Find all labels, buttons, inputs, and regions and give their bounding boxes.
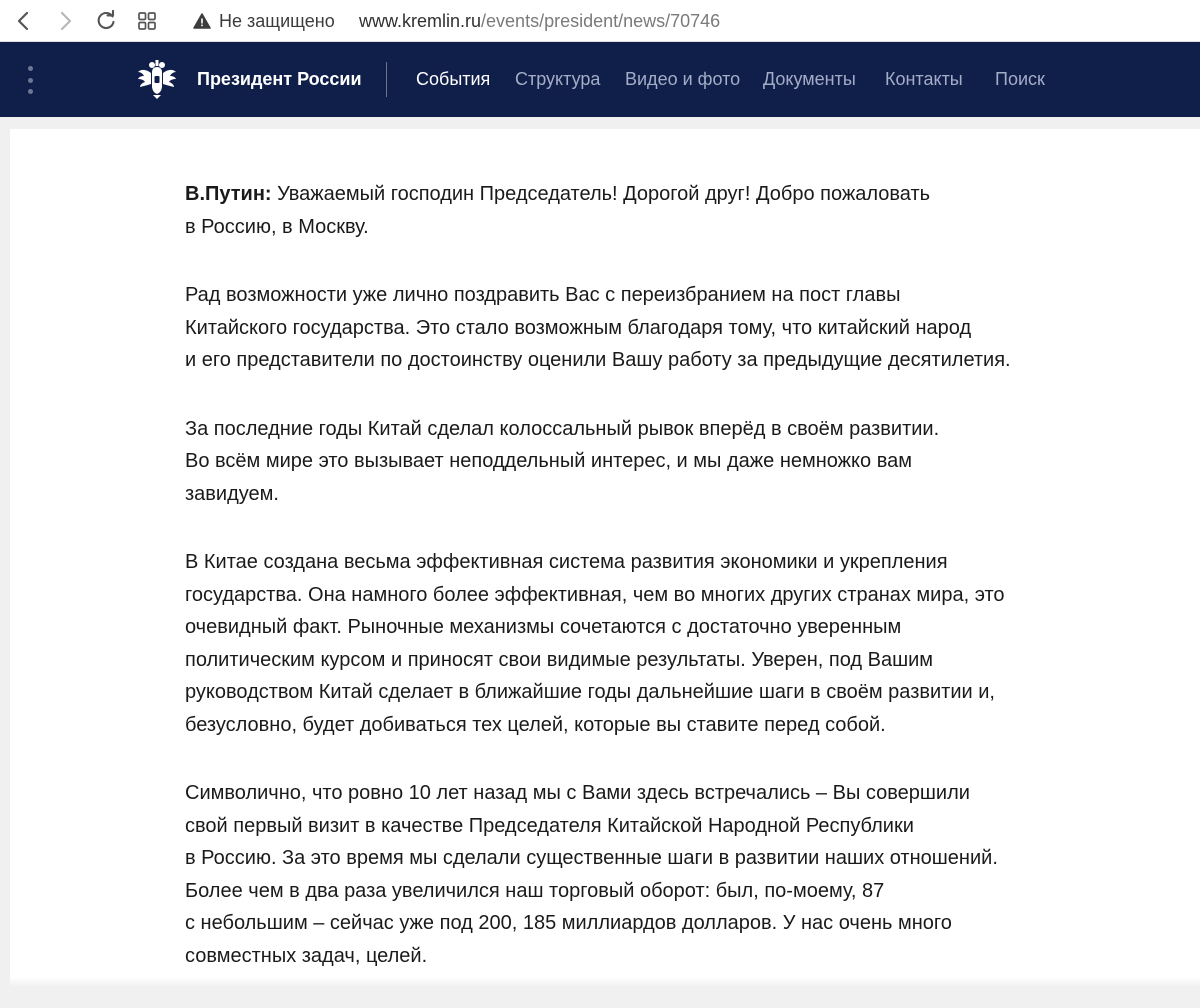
paragraph-line: в Россию. За это время мы сделали существенные шаги в развитии наших отношений. (185, 847, 998, 869)
paragraph-line: совместных задач, целей. (185, 945, 427, 967)
back-button[interactable] (10, 7, 38, 35)
reload-button[interactable] (92, 7, 120, 35)
article-paragraph (185, 279, 1030, 377)
chevron-right-icon (57, 11, 73, 31)
chevron-left-icon (16, 11, 32, 31)
content-area (10, 129, 1200, 987)
nav-item-documents[interactable]: Документы (763, 42, 856, 117)
paragraph-line: В Китае создана весьма эффективная система развития экономики и укрепления (185, 551, 948, 573)
site-title[interactable]: Президент России (197, 42, 362, 117)
paragraph-line: Уважаемый господин Председатель! Дорогой друг! Добро пожаловать (277, 183, 930, 205)
url-path: /events/president/news/70746 (481, 11, 720, 32)
warning-icon (193, 13, 211, 29)
eagle-emblem-icon[interactable] (136, 59, 178, 99)
menu-dot (28, 66, 33, 71)
paragraph-line: Китайского государства. Это стало возможным благодаря тому, что китайский народ (185, 317, 971, 339)
menu-dot (28, 89, 33, 94)
security-indicator[interactable] (193, 8, 335, 34)
address-bar[interactable] (359, 8, 720, 34)
url-host: www.kremlin.ru (359, 11, 481, 32)
nav-item-structure[interactable]: Структура (515, 42, 600, 117)
nav-item-events[interactable]: События (416, 42, 490, 117)
paragraph-line: руководством Китай сделает в ближайшие годы дальнейшие шаги в своём развитии и, (185, 681, 995, 703)
article-text (185, 178, 1030, 1008)
article-paragraph (185, 413, 1030, 511)
browser-toolbar (0, 0, 1200, 42)
nav-item-contacts[interactable]: Контакты (885, 42, 963, 117)
bottom-shadow (0, 977, 1200, 987)
paragraph-line: с небольшим – сейчас уже под 200, 185 миллиардов долларов. У нас очень много (185, 912, 952, 934)
paragraph-line: Более чем в два раза увеличился наш торговый оборот: был, по-моему, 87 (185, 880, 884, 902)
paragraph-line: Рад возможности уже лично поздравить Вас с переизбранием на пост главы (185, 284, 900, 306)
article-paragraph (185, 546, 1030, 741)
tabs-overview-button[interactable] (133, 7, 161, 35)
paragraph-line: очевидный факт. Рыночные механизмы сочетаются с достаточно уверенным (185, 616, 901, 638)
menu-dot (28, 78, 33, 83)
paragraph-line: и его представители по достоинству оценили Вашу работу за предыдущие десятилетия. (185, 349, 1011, 371)
article-paragraph (185, 178, 1030, 243)
paragraph-line: Во всём мире это вызывает неподдельный интерес, и мы даже немножко вам (185, 450, 912, 472)
paragraph-line: За последние годы Китай сделал колоссальный рывок вперёд в своём развитии. (185, 418, 939, 440)
paragraph-line: в Россию, в Москву. (185, 216, 369, 238)
nav-item-video-photo[interactable]: Видео и фото (625, 42, 740, 117)
reload-icon (95, 10, 117, 32)
menu-button[interactable] (20, 66, 40, 94)
paragraph-line: политическим курсом и приносят свои видимые результаты. Уверен, под Вашим (185, 649, 933, 671)
speaker-name: В.Путин: (185, 183, 272, 205)
security-label: Не защищено (219, 11, 335, 32)
header-divider (386, 62, 387, 97)
nav-item-search[interactable]: Поиск (995, 42, 1045, 117)
site-header (0, 42, 1200, 117)
paragraph-line: безусловно, будет добиваться тех целей, которые вы ставите перед собой. (185, 714, 886, 736)
forward-button[interactable] (51, 7, 79, 35)
paragraph-line: завидуем. (185, 483, 279, 505)
paragraph-line: свой первый визит в качестве Председателя Китайской Народной Республики (185, 815, 914, 837)
paragraph-line: государства. Она намного более эффективная, чем во многих других странах мира, это (185, 584, 1005, 606)
paragraph-line: Символично, что ровно 10 лет назад мы с Вами здесь встречались – Вы совершили (185, 782, 970, 804)
grid-icon (137, 11, 157, 31)
article-paragraph (185, 777, 1030, 972)
